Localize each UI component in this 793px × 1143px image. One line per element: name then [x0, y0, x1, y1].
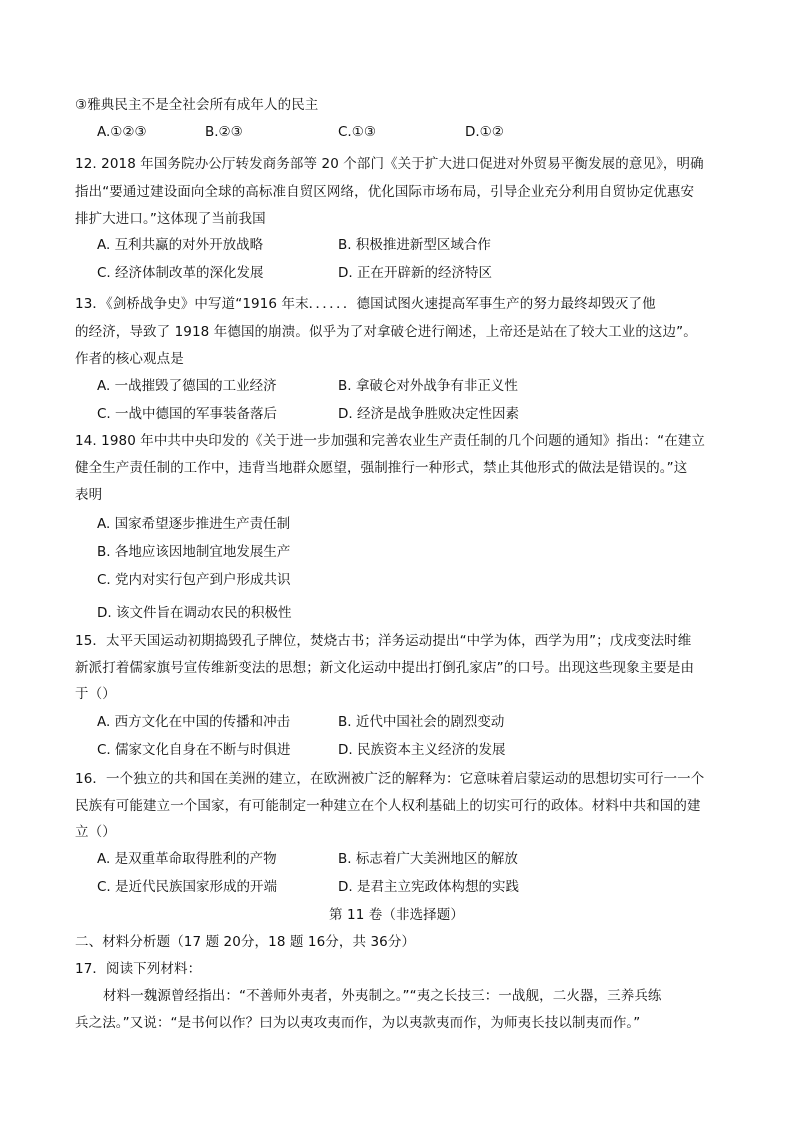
q15-option-d: D. 民族资本主义经济的发展 — [338, 742, 506, 758]
q12-line-1: 12. 2018 年国务院办公厅转发商务部等 20 个部门《关于扩大进口促进对外贸易平衡发展的意见》，明确 — [75, 156, 704, 172]
q11-option-a: A.①②③ — [97, 124, 147, 140]
q12-option-d: D. 正在开辟新的经济特区 — [338, 265, 492, 281]
q14-line-1: 14. 1980 年中共中央印发的《关于进一步加强和完善农业生产责任制的几个问题的通知》指出：“在建立 — [75, 433, 706, 449]
q16-line-1: 16．一个独立的共和国在美洲的建立，在欧洲被广泛的解释为：它意味着启蒙运动的思想切实可行一一个 — [75, 771, 705, 787]
q14-line-2: 健全生产责任制的工作中，违背当地群众愿望，强制推行一种形式，禁止其他形式的做法是错误的。”这 — [75, 460, 688, 476]
q15-line-3: 于（） — [75, 686, 116, 702]
q11-item-3: ③雅典民主不是全社会所有成年人的民主 — [75, 97, 319, 113]
q13-option-c: C. 一战中德国的军事装备落后 — [97, 406, 278, 422]
q12-option-a: A. 互利共赢的对外开放战略 — [97, 237, 264, 253]
q13-line-3: 作者的核心观点是 — [75, 351, 184, 367]
q17-material-line-1: 材料一魏源曾经指出：“不善师外夷者，外夷制之。”“夷之长技三：一战舰，二火器，三养兵练 — [103, 988, 662, 1004]
q15-line-2: 新派打着儒家旗号宣传维新变法的思想；新文化运动中提出打倒孔家店”的口号。出现这些现象主要是由 — [75, 660, 695, 676]
q13-line-2: 的经济，导致了 1918 年德国的崩溃。似乎为了对拿破仑进行阐述，上帝还是站在了较大工业的这边”。 — [75, 324, 697, 340]
q14-option-c: C. 党内对实行包产到户形成共识 — [97, 572, 291, 588]
q13-line-1: 13．《剑桥战争史》中写道“1916 年末．．．．．．德国试图火速提高军事生产的努力最终却毁灭了他 — [75, 296, 656, 312]
q11-option-d: D.①② — [465, 124, 504, 140]
q16-option-a: A. 是双重革命取得胜利的产物 — [97, 851, 277, 867]
q16-option-c: C. 是近代民族国家形成的开端 — [97, 879, 278, 895]
q16-option-b: B. 标志着广大美洲地区的解放 — [338, 851, 518, 867]
q15-option-b: B. 近代中国社会的剧烈变动 — [338, 714, 505, 730]
q12-line-3: 排扩大进口。”这体现了当前我国 — [75, 211, 266, 227]
q13-option-b: B. 拿破仑对外战争有非正义性 — [338, 378, 518, 394]
q15-option-c: C. 儒家文化自身在不断与时俱进 — [97, 742, 291, 758]
q16-line-3: 立（） — [75, 824, 116, 840]
q11-option-c: C.①③ — [338, 124, 376, 140]
q14-line-3: 表明 — [75, 487, 103, 503]
q16-option-d: D. 是君主立宪政体构想的实践 — [338, 879, 519, 895]
q14-option-a: A. 国家希望逐步推进生产责任制 — [97, 516, 291, 532]
q13-option-a: A. 一战摧毁了德国的工业经济 — [97, 378, 277, 394]
q17-intro: 17．阅读下列材料： — [75, 961, 202, 977]
q17-material-line-2: 兵之法。”又说：“是书何以作？曰为以夷攻夷而作，为以夷款夷而作，为师夷长技以制夷而作。” — [75, 1015, 641, 1031]
section-heading: 二、材料分析题（17 题 20分，18 题 16分，共 36分） — [75, 934, 416, 950]
q12-option-b: B. 积极推进新型区域合作 — [338, 237, 491, 253]
q12-line-2: 指出“要通过建设面向全球的高标准自贸区网络，优化国际市场布局，引导企业充分利用自贸协定优惠安 — [75, 184, 695, 200]
q15-option-a: A. 西方文化在中国的传播和冲击 — [97, 714, 291, 730]
q14-option-b: B. 各地应该因地制宜地发展生产 — [97, 544, 291, 560]
q12-option-c: C. 经济体制改革的深化发展 — [97, 265, 264, 281]
q15-line-1: 15．太平天国运动初期捣毁孔子牌位，焚烧古书；洋务运动提出“中学为体，西学为用”；戊戌变法时维 — [75, 633, 692, 649]
q11-option-b: B.②③ — [205, 124, 243, 140]
q14-option-d: D. 该文件旨在调动农民的积极性 — [97, 605, 292, 621]
volume-title: 第 11 卷（非选择题） — [329, 907, 464, 923]
q13-option-d: D. 经济是战争胜败决定性因素 — [338, 406, 519, 422]
q16-line-2: 民族有可能建立一个国家，有可能制定一种建立在个人权利基础上的切实可行的政体。材料中共和国的建 — [75, 798, 701, 814]
